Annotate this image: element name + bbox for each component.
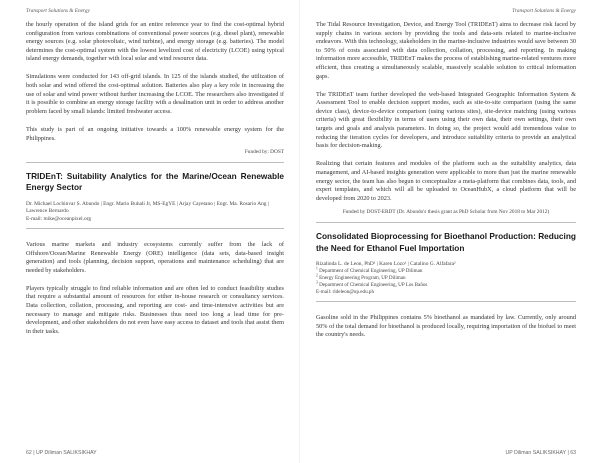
- body-paragraph: the hourly operation of the island grids for an entire reference year to find the cost-optimal hybrid configuration from various combinations of conventional power sources (e.g. diesel plant), renewable energy sources (e.g. solar photovoltaic, wind turbine), and energy storage (e.g. batteries). The model determines the cost-optimal system with the lowest levelized cost of electricity (LCOE) using typical island energy demands, together with local solar and wind resource data.: [26, 21, 284, 63]
- author-email: E-mail: mike@oceanpixel.org: [26, 215, 92, 222]
- article-title: Consolidated Bioprocessing for Bioethanol Production: Reducing the Need for Ethanol Fuel Importation: [316, 231, 576, 253]
- body-paragraph: Various marine markets and industry ecosystems currently suffer from the lack of Offshore/Ocean/Marine Renewable Energy (ORE) intelligence (data sets, data-based insight generation) and tools (planning, decision support, operations and maintenance scheduling) that are needed by stakeholders.: [26, 240, 284, 274]
- body-paragraph: This study is part of an ongoing initiative towards a 100% renewable energy system for the Philippines.: [26, 125, 284, 142]
- right-page: [300, 0, 600, 463]
- left-column: [26, 21, 284, 336]
- page-footer: UP Diliman SALIKSIKHAY | 63: [505, 450, 576, 456]
- affiliation-text: Department of Chemical Engineering, UP Los Baños: [319, 282, 428, 289]
- running-head: Transport Solutions & Energy: [26, 8, 90, 14]
- author-email: E-mail: rldeleon@up.edu.ph: [316, 289, 375, 295]
- affiliation-text: Energy Engineering Program, UP Diliman: [319, 275, 406, 282]
- body-paragraph: Realizing that certain features and modules of the platform such as the suitability analytics, data management, and AI-based insights generation were applicable to more than just the marine renewable energy sector, the team has also begun to conceptualize a meta-platform that combines data, tools, and expert templates, and which will all be uploaded to OceanHubX, a cloud platform that will be developed from 2020 to 2023.: [316, 160, 576, 202]
- body-paragraph: Gasoline sold in the Philippines contains 5% bioethanol as mandated by law. Currently, only around 50% of the total demand for bioethanol is produced locally, requiring importation of the biofuel to meet the country's needs.: [316, 313, 576, 339]
- article-title: TRIDEnT: Suitability Analytics for the Marine/Ocean Renewable Energy Sector: [26, 171, 284, 193]
- page-footer: 62 | UP Diliman SALIKSIKHAY: [26, 450, 97, 456]
- body-paragraph: Players typically struggle to find reliable information and are often led to conduct feasibility studies that require a substantial amount of resources for either in-house research or consultancy services. Data collection, collation, processing, and reporting are cost- and time-intensive activities but are necessary to manage and mitigate risks. Businesses thus need too long a lead time for pre-development, and other stakeholders do not even have easy access to dataset and tools that assist them in their tasks.: [26, 284, 284, 335]
- funding-note: Funded by: DOST: [244, 149, 284, 156]
- body-paragraph: Simulations were conducted for 143 off-grid islands. In 125 of the islands studied, the utilization of both solar and wind offered the cost-optimal solution. Batteries also play a key role in increasing the use of solar and wind power without further increasing the LCOE. The researchers also investigated if it is possible to combine an energy storage facility with a desalination unit in order to address another problem faced by small islands: limited freshwater access.: [26, 73, 284, 115]
- running-head: Transport Solutions & Energy: [512, 8, 576, 14]
- article-authors: Dr. Michael Lochinvar S. Abundo | Engr. Mario Buhali Jr, MS-EgYE | Arjay Cayetano | Engr. Ma. Rosario Ang | Lawrence Bernardo: [26, 200, 269, 215]
- affiliation-text: Department of Chemical Engineering, UP Diliman: [319, 268, 423, 275]
- funding-note: Funded by DOST-ERDT (Dr. Abundo's thesis grant as PhD Scholar from Nov 2018 to Mar 2012): [342, 209, 550, 216]
- body-paragraph: The Tidal Resource Investigation, Device, and Energy Tool (TRIDEnT) aims to decrease risk faced by supply chains in various sectors by providing the tools and data-sets related to marine-inclusive endeavors. With this technology, stakeholders in the marine-inclusive industries would save between 30 to 50% of costs associated with data collection, collation, processing, and reporting. In making information more accessible, TRIDEnT makes the process of establishing marine-related ventures more efficient, thus creating a simultaneously scalable, massively scalable solution to critical information gaps.: [316, 21, 576, 80]
- article-authors: Rizalinda L. de Leon, PhD¹ | Karen Lozo¹ | Catalino G. Alfafara²: [316, 260, 456, 267]
- affiliation-item: $^2$ Energy Engineering Program, UP Diliman: [316, 273, 406, 282]
- affiliation-item: $^1$ Department of Chemical Engineering, UP Diliman: [316, 266, 423, 275]
- affiliation-item: $^3$ Department of Chemical Engineering, UP Los Baños: [316, 280, 428, 289]
- right-column: [316, 21, 576, 340]
- body-paragraph: The TRIDEnT team further developed the web-based Integrated Geographic Information System & Assessment Tool to enable decision support modes, such as site-to-site comparison (using the same device class), device-to-device comparison (using various sites), site-device matching (using various criteria) with great flexibility in terms of users using their own data, their own settings, their own targets and goals and analysis parameters. In doing so, the project would add tremendous value to reducing the iteration cycles for developers, and introduce suitability criteria to provide an analytical basis for decision-making.: [316, 90, 576, 150]
